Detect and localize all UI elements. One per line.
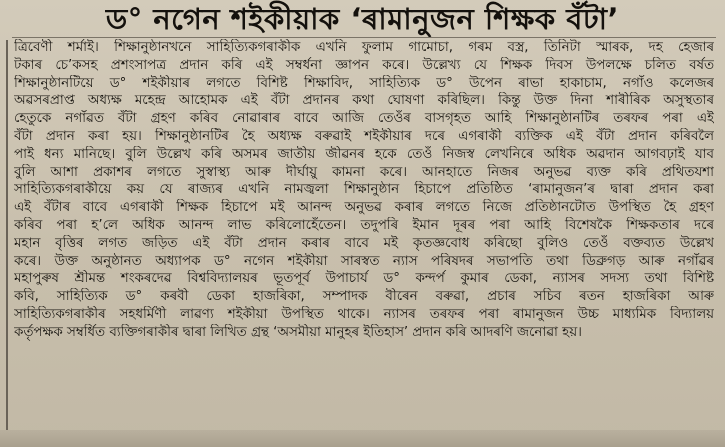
article-line: পাই ধন্য মানিছে। বুলি উল্লেখ কৰি অসমৰ জাতীয় জীৱনৰ হকে তেওঁ নিজস্ব লেখনিৰে অধিক অৱদান আগবঢ়াই যাব (14, 146, 714, 162)
article-line: সাহিত্যিকগৰাকীয়ে কয় যে ৰাজ্যৰ এখনি নামজ্বলা শিক্ষানুষ্ঠান হিচাপে প্ৰতিষ্ঠিত ‘ৰামানুজন’ৰ দ্বাৰা প্ৰদান কৰা (14, 182, 714, 198)
article-line: কৰে। উক্ত অনুষ্ঠানত অধ্যাপক ড° নগেন শইকীয়া সাৰস্বত ন্যাস পৰিষদৰ সভাপতি তথা ডিব্ৰুগড় আৰু নগাঁৱৰ (14, 253, 714, 269)
article-line: ত্ৰিবেণী শৰ্মাই। শিক্ষানুষ্ঠানখনে সাহিত্যিকগৰাকীক এখনি ফুলাম গামোচা, গৰম বস্ত্ৰ, তিনিটা স্মাৰক, দহ হেজাৰ (14, 40, 714, 55)
article-line: বঁটা প্ৰদান কৰা হয়। শিক্ষানুষ্ঠানটিৰ হৈ অধ্যক্ষ বৰুৱাই শইকীয়াৰ দৰে এগৰাকী ব্যক্তিক এই বঁটা প্ৰদান কৰিবলৈ (14, 128, 714, 144)
article-line: কৰিব পৰা হ’লে অধিক আনন্দ লাভ কৰিলোহেঁতেন। তদুপৰি ইমান দূৰৰ পৰা আহি বিশেষকৈ শিক্ষকতাৰ দৰে (14, 217, 714, 233)
column-rule (6, 40, 8, 430)
article-line: বুলি আশা প্ৰকাশৰ লগতে সুস্বাস্থ্য আৰু দীৰ্ঘায়ু কামনা কৰে। আনহাতে নিজৰ অনুভৱ ব্যক্ত কৰি প্ৰথিতযশা (14, 164, 714, 180)
article-line: শিক্ষানুষ্ঠানটিয়ে ড° শইকীয়াৰ লগতে বিশিষ্ট শিক্ষাবিদ, সাহিত্যিক ড° উপেন ৰাভা হাকাচাম, নগাঁও কলেজৰ (14, 75, 714, 91)
article-line: মহাপুৰুষ শ্ৰীমন্ত শংকৰদেৱ বিশ্ববিদ্যালয়ৰ ভূতপূৰ্ব উপাচাৰ্য ড° কন্দৰ্প কুমাৰ ডেকা, ন্যাসৰ সদস্য তথা বিশিষ্ট (14, 271, 714, 287)
article-headline: ড° নগেন শইকীয়াক ‘ৰামানুজন শিক্ষক বঁটা’ (105, 2, 620, 36)
article-line: কবি, সাহিত্যিক ড° কৰবী ডেকা হাজৰিকা, সম্পাদক বীৰেন বৰুৱা, প্ৰচাৰ সচিব ৰতন হাজৰিকা আৰু (14, 289, 714, 305)
article-line: সাহিত্যিকগৰাকীৰ সহধৰ্মিণী লাৱণ্য শইকীয়া উপস্থিত থাকে। ন্যাসৰ তৰফৰ পৰা ৰামানুজন উচ্চ মাধ্যমিক বিদ্যালয় (14, 306, 714, 322)
page-edge-shadow (0, 430, 725, 447)
article-body (14, 39, 714, 431)
article-line: হেতুকে নগাঁৱত বঁটা গ্ৰহণ কৰিব নোৱাৰাৰ বাবে আজি তেওঁৰ বাসগৃহত আহি শিক্ষানুষ্ঠানটিৰ তৰফৰ পৰা এই (14, 111, 714, 127)
article-line: এই বঁটাৰ বাবে এগৰাকী শিক্ষক হিচাপে মই আনন্দ অনুভৱ কৰাৰ লগতে নিজে প্ৰতিষ্ঠানটোত উপস্থিত হৈ গ্ৰহণ (14, 200, 714, 216)
article-line: মহান বৃত্তিৰ লগত জড়িত এই বঁটা প্ৰদান কৰাৰ বাবে মই কৃতজ্ঞবোধ কৰিছো বুলিও তেওঁ বক্তব্যত উল্লেখ (14, 235, 714, 251)
article-line: অৱসৰপ্ৰাপ্ত অধ্যক্ষ মহেন্দ্ৰ আহোমক এই বঁটা প্ৰদানৰ কথা ঘোষণা কৰিছিল। কিন্তু উক্ত দিনা শাৰীৰিক অসুস্থতাৰ (14, 93, 714, 109)
article-line: টকাৰ চে’কসহ প্ৰশংসাপত্ৰ প্ৰদান কৰি এই সম্বৰ্ধনা জ্ঞাপন কৰে। উল্লেখ্য যে শিক্ষক দিবস উপলক্ষে চলিত বৰ্ষত (14, 57, 714, 73)
headline-divider (12, 37, 716, 38)
article-line: কৰ্তৃপক্ষক সম্বৰ্ধিত ব্যক্তিগৰাকীৰ দ্বাৰা লিখিত গ্ৰন্থ ‘অসমীয়া মানুহৰ ইতিহাস’ প্ৰদান কৰি আদৰণি জনোৱা হয়। (14, 324, 582, 340)
